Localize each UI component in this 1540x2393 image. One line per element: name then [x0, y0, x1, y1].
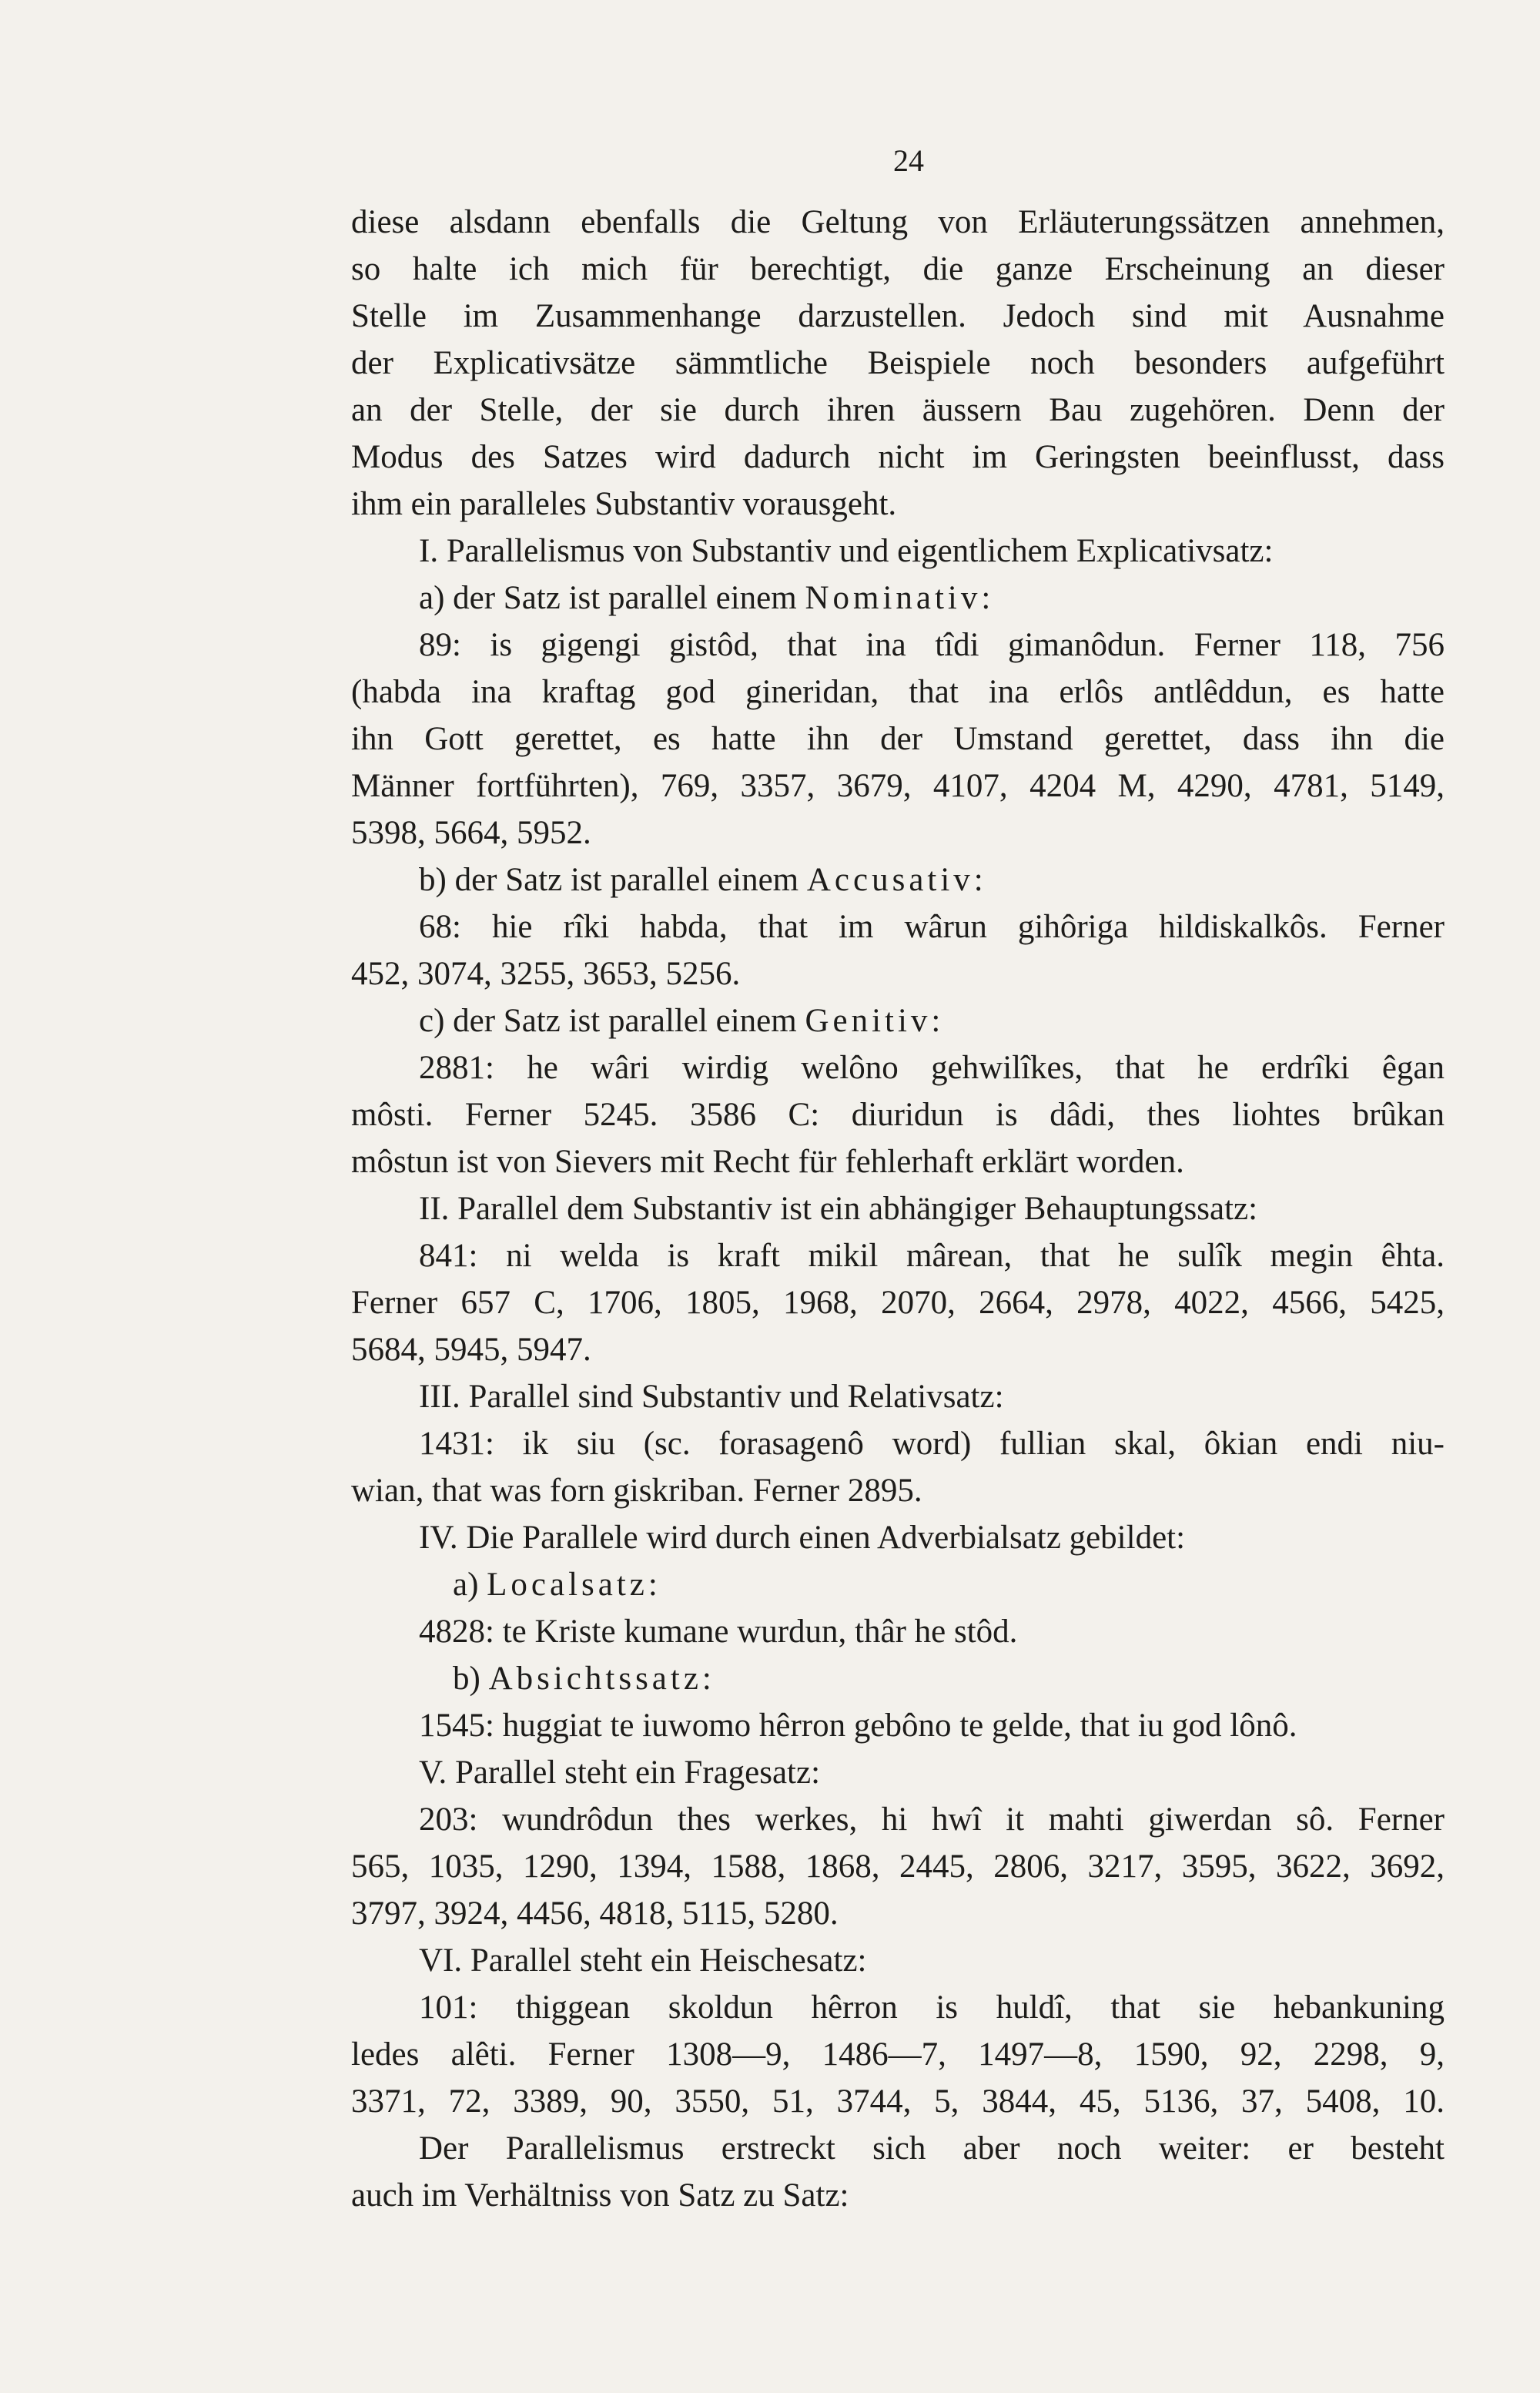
text-line: ledes alêti. Ferner 1308—9, 1486—7, 1497—8, 1590, 92, 2298, 9,	[351, 2036, 1445, 2073]
text-line: (habda ina kraftag god gineridan, that ina erlôs antlêddun, es hatte	[351, 674, 1445, 710]
text-line: 565, 1035, 1290, 1394, 1588, 1868, 2445, 2806, 3217, 3595, 3622, 3692,	[351, 1848, 1445, 1885]
subsection-heading	[351, 575, 1445, 622]
section-heading: I. Parallelismus von Substantiv und eigentlichem Explicativsatz:	[419, 533, 1274, 569]
text-line: diese alsdann ebenfalls die Geltung von Erläuterungssätzen annehmen,	[351, 204, 1445, 240]
text-line: 1545: huggiat te iuwomo hêrron gebôno te gelde, that iu god lônô.	[419, 1708, 1297, 1744]
text-line: 68: hie rîki habda, that im wârun gihôriga hildiskalkôs. Ferner	[419, 909, 1445, 945]
spaced-term: Genitiv:	[805, 1003, 945, 1039]
text-line: 5398, 5664, 5952.	[351, 815, 591, 851]
text-line: auch im Verhältniss von Satz zu Satz:	[351, 2177, 849, 2214]
text-line: wian, that was forn giskriban. Ferner 2895.	[351, 1473, 922, 1509]
text-line: Der Parallelismus erstreckt sich aber noch weiter: er besteht	[419, 2130, 1445, 2167]
text-line: an der Stelle, der sie durch ihren äussern Bau zugehören. Denn der	[351, 392, 1445, 428]
section-heading: IV. Die Parallele wird durch einen Adverbialsatz gebildet:	[419, 1520, 1186, 1556]
section-heading: VI. Parallel steht ein Heischesatz:	[419, 1942, 867, 1979]
section-heading: II. Parallel dem Substantiv ist ein abhängiger Behauptungssatz:	[419, 1191, 1258, 1227]
text-line: 3797, 3924, 4456, 4818, 5115, 5280.	[351, 1895, 839, 1932]
section-heading: V. Parallel steht ein Fragesatz:	[419, 1755, 821, 1791]
text-line: 841: ni welda is kraft mikil mârean, that he sulîk megin êhta.	[419, 1238, 1445, 1274]
section-heading: III. Parallel sind Substantiv und Relativsatz:	[419, 1379, 1004, 1415]
text-line: der Explicativsätze sämmtliche Beispiele noch besonders aufgeführt	[351, 345, 1445, 381]
text-line: 203: wundrôdun thes werkes, hi hwî it mahti giwerdan sô. Ferner	[419, 1801, 1445, 1838]
text-line: 1431: ik siu (sc. forasagenô word) fullian skal, ôkian endi niu-	[419, 1426, 1445, 1462]
text-line: 101: thiggean skoldun hêrron is huldî, that sie hebankuning	[419, 1989, 1445, 2026]
text-line: ihm ein paralleles Substantiv vorausgeht.	[351, 486, 897, 522]
text-line: môstun ist von Sievers mit Recht für fehlerhaft erklärt worden.	[351, 1144, 1184, 1180]
text-line: 452, 3074, 3255, 3653, 5256.	[351, 956, 741, 992]
subsection-label: a) der Satz ist parallel einem	[419, 580, 805, 616]
page-number: 24	[893, 143, 924, 178]
text-line: Männer fortführten), 769, 3357, 3679, 4107, 4204 M, 4290, 4781, 5149,	[351, 768, 1445, 804]
text-line: 4828: te Kriste kumane wurdun, thâr he stôd.	[419, 1614, 1018, 1650]
text-line: 89: is gigengi gistôd, that ina tîdi gimanôdun. Ferner 118, 756	[419, 627, 1445, 663]
text-line: 2881: he wâri wirdig welôno gehwilîkes, that he erdrîki êgan	[419, 1050, 1445, 1086]
body-text	[351, 199, 1445, 2219]
text-line: Stelle im Zusammenhange darzustellen. Jedoch sind mit Ausnahme	[351, 298, 1445, 334]
subsection-label: c) der Satz ist parallel einem	[419, 1003, 805, 1039]
spaced-term: Localsatz:	[487, 1567, 661, 1603]
spaced-term: Nominativ:	[805, 580, 995, 616]
subsection-label: b) der Satz ist parallel einem	[419, 862, 807, 898]
spaced-term: Absichtssatz:	[488, 1661, 715, 1697]
text-line: 5684, 5945, 5947.	[351, 1332, 591, 1368]
subsection-heading	[351, 997, 1445, 1044]
text-line: Ferner 657 C, 1706, 1805, 1968, 2070, 2664, 2978, 4022, 4566, 5425,	[351, 1285, 1445, 1321]
text-line: ihn Gott gerettet, es hatte ihn der Umstand gerettet, dass ihn die	[351, 721, 1445, 757]
spaced-term: Accusativ:	[806, 862, 987, 898]
subsection-heading	[351, 1655, 1445, 1702]
subsection-label: b)	[453, 1661, 489, 1697]
text-line: so halte ich mich für berechtigt, die ganze Erscheinung an dieser	[351, 251, 1445, 287]
text-line: 3371, 72, 3389, 90, 3550, 51, 3744, 5, 3844, 45, 5136, 37, 5408, 10.	[351, 2083, 1445, 2120]
text-line: môsti. Ferner 5245. 3586 C: diuridun is dâdi, thes liohtes brûkan	[351, 1097, 1445, 1133]
subsection-heading	[351, 1561, 1445, 1608]
subsection-label: a)	[453, 1567, 487, 1603]
subsection-heading	[351, 856, 1445, 903]
text-line: Modus des Satzes wird dadurch nicht im Geringsten beeinflusst, dass	[351, 439, 1445, 475]
